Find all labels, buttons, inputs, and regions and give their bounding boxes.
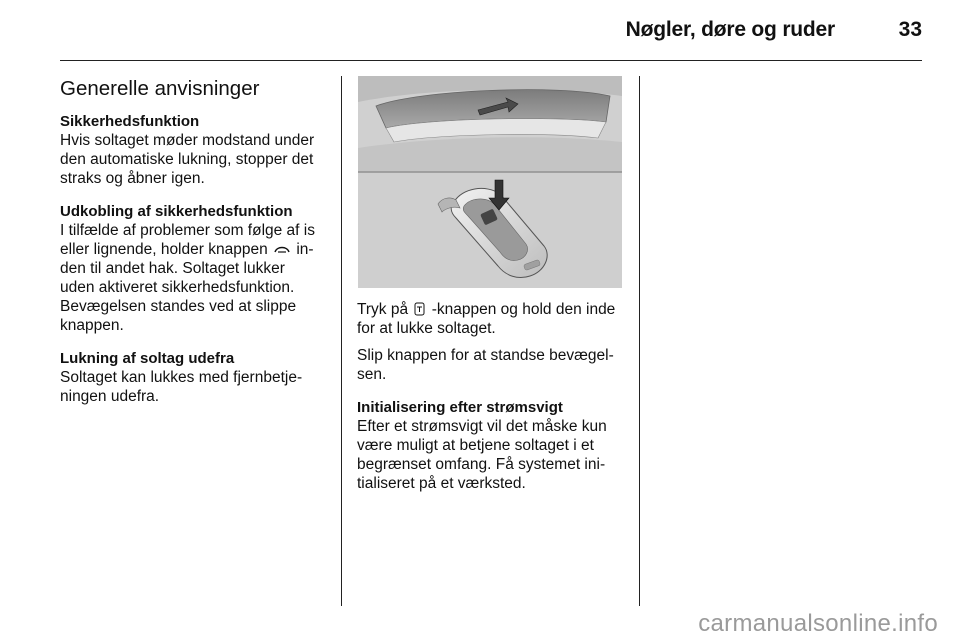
subhead: Initialisering efter strømsvigt: [357, 399, 563, 416]
text-column-left: [60, 77, 328, 420]
subhead: Lukning af soltag udefra: [60, 350, 235, 367]
text-fragment: eller lignende, holder knappen: [60, 241, 268, 258]
text-column-middle: [357, 300, 625, 507]
sunroof-key-button-icon: [414, 302, 425, 316]
block-safety-function: [60, 112, 328, 188]
text-fragment: in-: [296, 241, 314, 258]
text-line: I tilfælde af problemer som følge af is: [60, 222, 315, 239]
page-header-title: Nøgler, døre og ruder: [625, 18, 835, 41]
page-number: 33: [898, 18, 922, 41]
para-release-button: [357, 346, 625, 384]
block-close-from-outside: [60, 349, 328, 406]
text-line: for at lukke soltaget.: [357, 320, 496, 337]
text-line: straks og åbner igen.: [60, 170, 205, 187]
sunroof-button-icon: [274, 243, 290, 255]
text-line: være muligt at betjene soltaget i et: [357, 437, 594, 454]
watermark: carmanualsonline.info: [698, 610, 938, 637]
text-line: [357, 300, 625, 319]
section-title: Generelle anvisninger: [60, 77, 260, 100]
para-press-button: [357, 300, 625, 338]
text-line: Efter et strømsvigt vil det måske kun: [357, 418, 607, 435]
text-line: Hvis soltaget møder modstand under: [60, 132, 315, 149]
text-line: knappen.: [60, 317, 124, 334]
block-initialization: [357, 398, 625, 493]
header-rule: [60, 60, 922, 61]
text-line: Slip knappen for at standse bevægel-: [357, 347, 614, 364]
text-line: ningen udefra.: [60, 388, 160, 405]
text-line: den automatiske lukning, stopper det: [60, 151, 314, 168]
text-line: Bevægelsen standes ved at slippe: [60, 298, 297, 315]
text-line: [60, 240, 328, 259]
subhead: Sikkerhedsfunktion: [60, 113, 200, 130]
text-fragment: Tryk på: [357, 301, 409, 318]
text-line: Soltaget kan lukkes med fjernbetje-: [60, 369, 303, 386]
block-disable-safety: [60, 202, 328, 335]
text-fragment: -knappen og hold den inde: [431, 301, 616, 318]
text-line: uden aktiveret sikkerhedsfunktion.: [60, 279, 295, 296]
text-line: den til andet hak. Soltaget lukker: [60, 260, 285, 277]
column-divider-left: [341, 76, 342, 606]
text-line: sen.: [357, 366, 387, 383]
illustration-svg: [358, 76, 622, 288]
column-divider-right: [639, 76, 640, 606]
text-line: begrænset omfang. Få systemet ini-: [357, 456, 606, 473]
subhead: Udkobling af sikkerhedsfunktion: [60, 203, 293, 220]
sunroof-key-illustration: [358, 76, 622, 288]
text-line: tialiseret på et værksted.: [357, 475, 526, 492]
